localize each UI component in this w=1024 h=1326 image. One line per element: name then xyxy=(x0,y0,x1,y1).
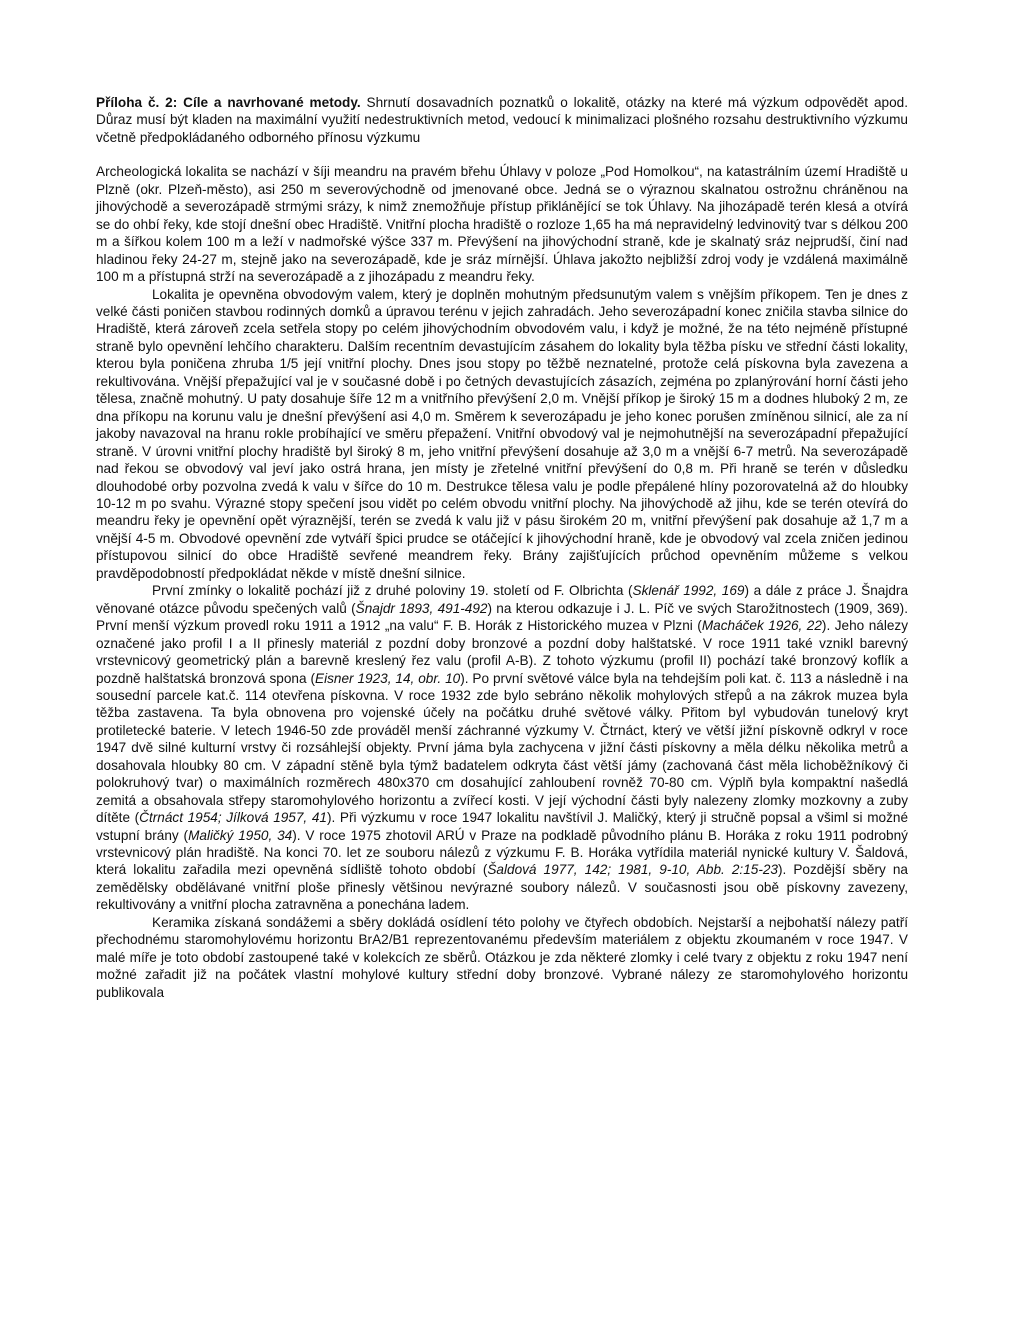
citation: Čtrnáct 1954; Jílková 1957, 41 xyxy=(139,810,327,826)
paragraph-text: Archeologická lokalita se nachází v šíji meandru na pravém břehu Úhlavy v poloze „Pod Homolkou“, na katastrálním území Hradiště u Plzně (okr. Plzeň-město), asi 250 m severovýchodně od jmenované obce. Jedná se o výraznou skalnatou ostrožnu chráněnou na jihovýchodě a severozápadě strmými srázy, k nimž znemožňuje přístup přiklánějící se tok Úhlavy. Na jihozápadě terén klesá a otvírá se do ohbí řeky, kde stojí dnešní obec Hradiště. Vnitřní plocha hradiště o rozloze 1,65 ha má nepravidelný ledvinovitý tvar s délkou 200 m a šířkou kolem 100 m a leží v nadmořské výšce 337 m. Převýšení na jihovýchodní straně, kde je skalnatý sráz nejprudší, činí nad hladinou řeky 24-27 m, stejně jako na severozápadě, kde je sráz mírnější. Úhlava jakožto nejbližší zdroj vody je vzdálená maximálně 100 m a přístupná strží na severozápadě a z jihozápadu z meandru řeky. xyxy=(96,164,908,285)
paragraph-text: ). Po první světové válce byla na tehdejším poli kat. č. 113 a následně i na sousední parcele kat.č. 114 otevřena pískovna. V roce 1932 zde bylo sebráno několik mohylových střepů a na zákrok muzea byla těžba zastavena. Ta byla obnovena pro vojenské účely na počátku druhé světové války. Přitom byl vybudován tunelový kryt protiletecké baterie. V letech 1946-50 zde prováděl menší záchranné výzkumy V. Čtrnáct, který ve větší jižní pískovně odkryl v roce 1947 dvě silné kulturní vrstvy či rozsáhlejší objekty. První jáma byla zachycena v jižní části pískovny a měla délku několika metrů a dosahovala hloubky 80 cm. V západní stěně byla týmž badatelem odkryta část větší jámy (zachovaná část měla lichoběžníkový či polokruhový tvar) o maximálních rozměrech 480x370 cm dosahující zahloubení rovněž 70-80 cm. Výplň byla kompaktní našedlá zemitá a obsahovala střepy staromohylového horizontu a zvířecí kosti. V její východní části byly nalezeny zlomky mozkovny a zuby dítěte ( xyxy=(96,670,909,826)
citation: Šaldová 1977, 142; 1981, 9-10, Abb. 2:15-23 xyxy=(487,862,778,878)
paragraph-text: První zmínky o lokalitě pochází již z druhé poloviny 19. století od F. Olbrichta ( xyxy=(152,583,633,599)
citation: Šnajdr 1893, 491-492 xyxy=(355,600,488,616)
citation: Macháček 1926, 22 xyxy=(701,618,822,634)
paragraph-text: ) na kterou odkazuje i J. L. Píč ve svých Starožitnostech (1909, 369). První menší výzkum provedl roku 1911 a 1912 „na valu“ F. B. Horák z Historického muzea v Plzni ( xyxy=(96,600,908,634)
paragraph-fortification xyxy=(96,286,908,583)
paragraph-text: ). Jeho nálezy označené jako profil I a II přinesly materiál z pozdní doby bronzové a pozdní doby halštatské. V roce 1911 také vznikl barevný vrstevnicový geometrický plán a barevně kreslený řez valu (profil A-B). Z tohoto výzkumu (profil II) pochází také bronzový koflík a pozdně halštatská bronzová spona ( xyxy=(96,618,908,686)
citation: Maličký 1950, 34 xyxy=(188,827,293,843)
appendix-heading xyxy=(96,94,908,146)
paragraph-text: Lokalita je opevněna obvodovým valem, který je doplněn mohutným předsunutým valem s vnějším příkopem. Ten je dnes z velké části poničen stavbou rodinných domků a úpravou terénu v jejich zahradách. Jeho severozápadní konec zničila stavba silnice do Hradiště, která zároveň zcela setřela stopy po celém jihovýchodním obvodovém valu, i když je možné, že na této nejméně přístupné straně bylo opevnění lehčího charakteru. Dalším recentním devastujícím zásahem do lokality byla těžba písku ve střední části lokality, kterou byla poničena zhruba 1/5 její vnitřní plochy. Dnes jsou stopy po těžbě neznatelné, protože celá pískovna byla zavezena a rekultivována. Vnější přepažující val je v současné době i po četných devastujících zásazích, zejména po zplanýrování horní části jeho tělesa, značně mohutný. U paty dosahuje šíře 12 m a vnitřního převýšení 2,0 m. Vnější příkop je široký 15 m a dodnes hluboký 2 m, ze dna příkopu na korunu valu je dnešní převýšení asi 4,0 m. Směrem k severozápadu je jeho konec porušen zmíněnou silnicí, ale za ní jakoby navazoval na hranu rokle probíhající ve směru přepažení. Vnitřní obvodový val je nejmohutnější na severozápadní přepažující straně. V úrovni vnitřní plochy hradiště byl široký 8 m, jeho vnitřní převýšení dosahuje až 3,0 m a vnější 6-7 metrů. Na severozápadě nad řekou se obvodový val jeví jako ostrá hrana, jen místy je zřetelné vnitřní převýšení do 0,8 m. Při hraně se terén v důsledku dlouhodobé orby pozvolna zvedá k valu v šířce do 10 m. Destrukce tělesa valu je podle přepálené hlíny pozorovatelná až do hloubky 10-12 m po svahu. Výrazné stopy spečení jsou vidět po celém obvodu vnitřní plochy. Na jihovýchodě až jihu, kde se terén otevírá do meandru řeky je opevnění opět výraznější, terén se zvedá k valu již v pásu širokém 20 m, vnitřní převýšení pak dosahuje až 1,7 m a vnější 4-5 m. Obvodové opevnění zde vytváří špici prudce se otáčející k jihovýchodní hraně, kde je obvodový val zcela zničen jedinou přístupovou silnicí do obce Hradiště sevřené meandrem řeky. Brány zajišťujících průchod opevněním můžeme s velkou pravděpodobností předpokládat někde v místě dnešní silnice. xyxy=(96,286,908,581)
paragraph-text: ). V roce 1975 zhotovil ARÚ v Praze na podkladě původního plánu B. Horáka z roku 1911 podrobný vrstevnicový plán hradiště. Na konci 70. let ze souboru nálezů z výzkumu F. B. Horáka vytřídila materiál nynické kultury V. Šaldová, která lokalitu zařadila mezi opevněná sídliště tohoto období ( xyxy=(96,827,908,878)
paragraph-location xyxy=(96,163,908,285)
paragraph-text: Keramika získaná sondážemi a sběry dokládá osídlení této polohy ve čtyřech obdobích. Nejstarší a nejbohatší nálezy patří přechodnému staromohylovému horizontu BrA2/B1 reprezentovanému především materiálem z objektu zkoumaném v roce 1947. V malé míře je toto období zastoupené také v kolekcích ze sběrů. Otázkou je zda některé zlomky i celé tvary z objektu z roku 1947 není možné zařadit již na počátek vlastní mohylové kultury střední doby bronzové. Vybrané nálezy ze staromohylového horizontu publikovala xyxy=(96,914,908,1000)
paragraph-text: ) a dále z práce J. Šnajdra věnované otázce původu spečených valů ( xyxy=(96,583,909,616)
appendix-heading-label: Příloha č. 2: Cíle a navrhované metody. xyxy=(96,95,361,110)
paragraph-text: ). Při výzkumu v roce 1947 lokalitu navštívil J. Maličký, který ji stručně popsal a všiml si možné vstupní brány ( xyxy=(96,810,908,843)
paragraph-research-history xyxy=(96,582,908,914)
citation: Eisner 1923, 14, obr. 10 xyxy=(315,670,461,686)
paragraph-text: ). Pozdější sběry na zemědělsky obdělávané vnitřní ploše přinesly většinou nevýrazné soubory nálezů. V současnosti jsou obě pískovny zavezeny, rekultivovány a vnitřní plocha zatravněna a ponechána ladem. xyxy=(96,862,908,913)
document-body xyxy=(96,94,908,1001)
citation: Sklenář 1992, 169 xyxy=(632,583,745,599)
paragraph-ceramics xyxy=(96,914,908,1001)
appendix-heading-text: Shrnutí dosavadních poznatků o lokalitě, otázky na které má výzkum odpovědět apod. Důraz musí být kladen na maximální využití nedestruktivních metod, vedoucí k minimalizaci plošného rozsahu destruktivního výzkumu včetně předpokládaného odborného přínosu výzkumu xyxy=(96,95,908,145)
